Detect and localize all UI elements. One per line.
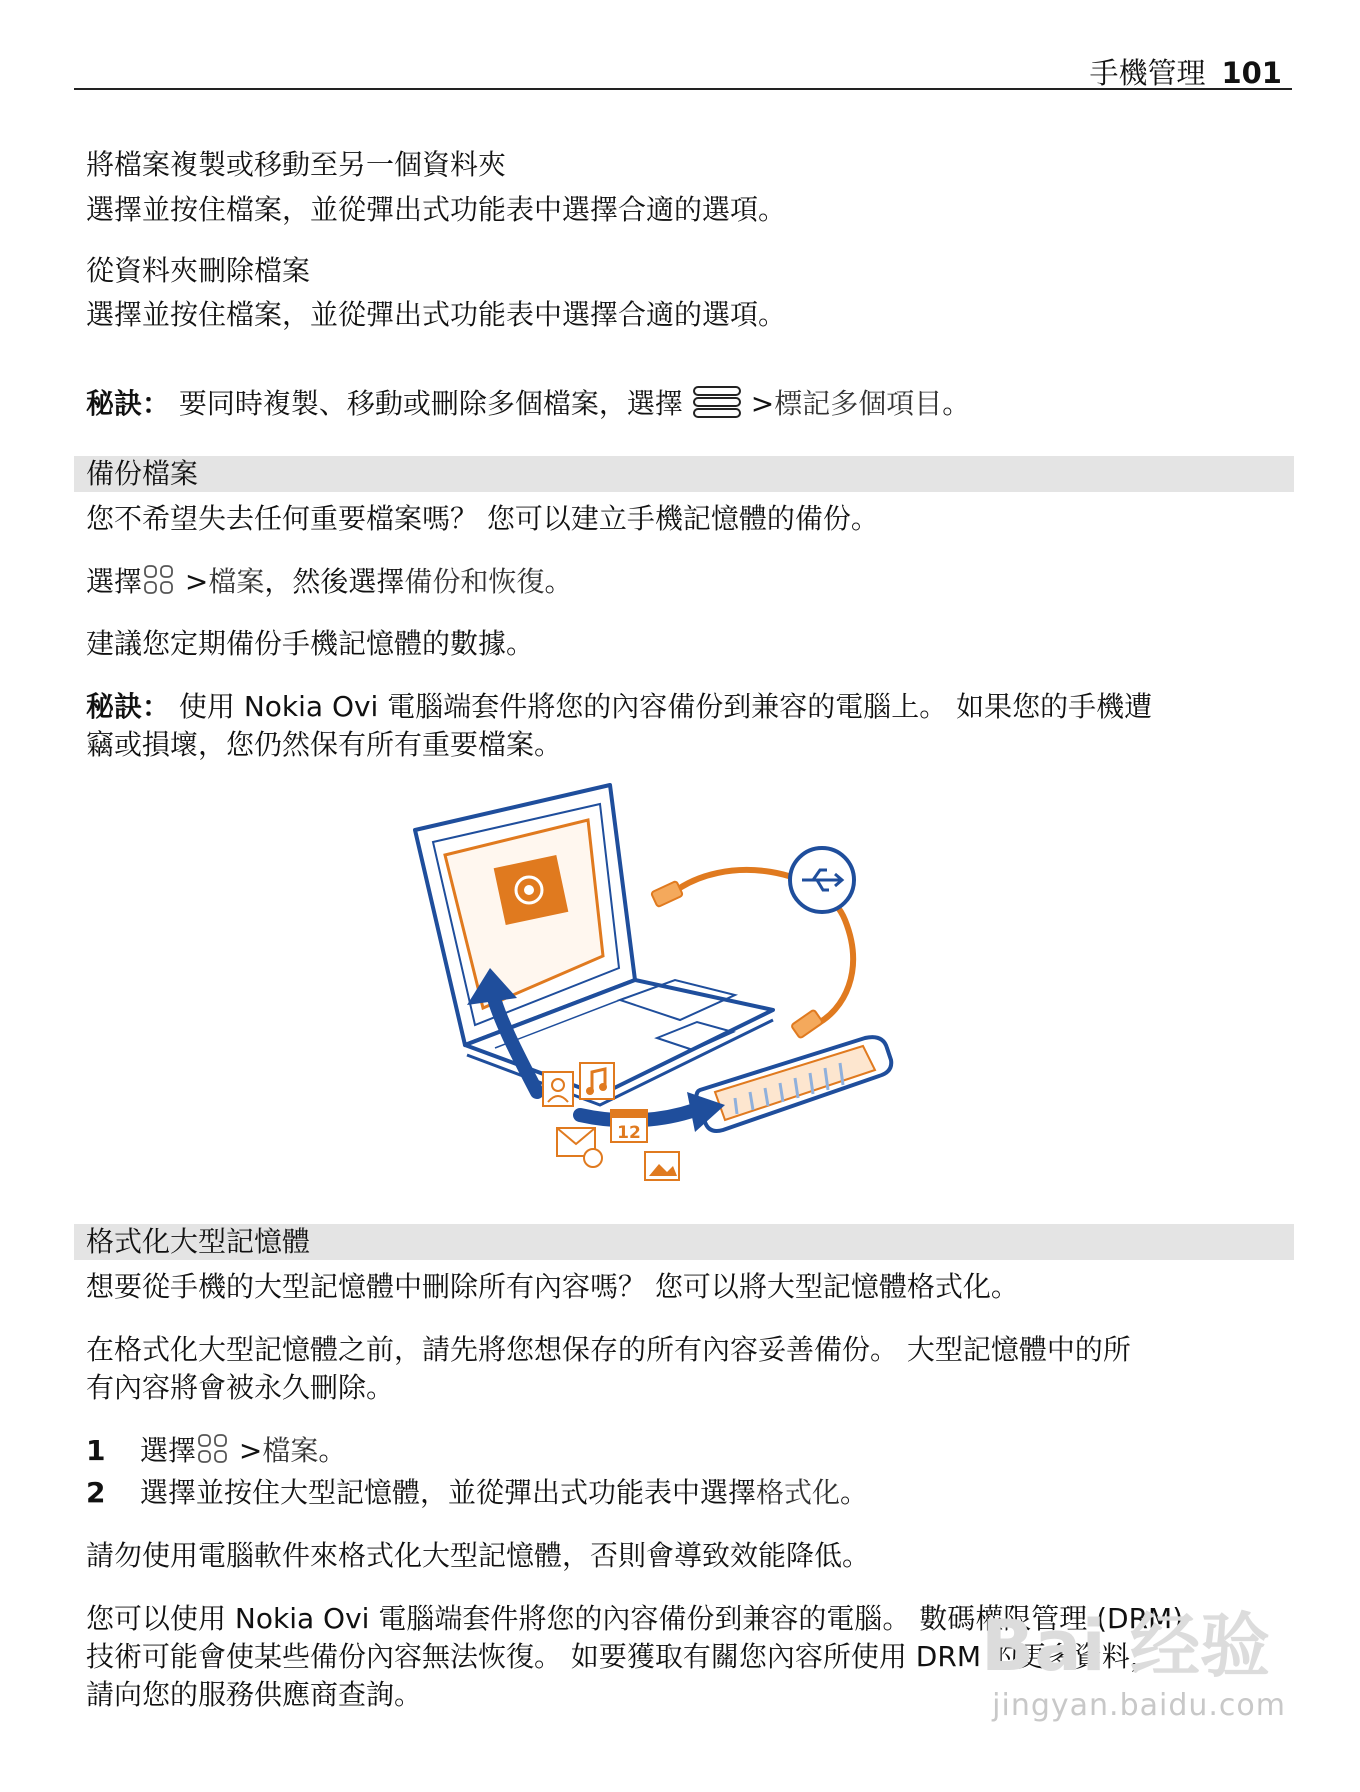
menu-item-files-step: 檔案 — [262, 1434, 319, 1467]
tip-text: 要同時複製、移動或刪除多個檔案，選擇 — [178, 387, 683, 420]
calendar-number: 12 — [617, 1123, 641, 1143]
menu-item-files: 檔案 — [208, 565, 265, 598]
tip-ovi-line1: 使用 Nokia Ovi 電腦端套件將您的內容備份到兼容的電腦上。 如果您的手機遭 — [178, 690, 1153, 723]
backup-illustration — [405, 780, 965, 1190]
menu-item-backup-restore: 備份和恢復 — [404, 565, 545, 598]
drm-note-line1: 您可以使用 Nokia Ovi 電腦端套件將您的內容備份到兼容的電腦。 數碼權限管理 (DRM) — [86, 1602, 1184, 1635]
laptop-illustration — [415, 785, 773, 1105]
drm-note-line3: 請向您的服務供應商查詢。 — [86, 1678, 423, 1711]
backup-select-instruction — [86, 563, 1286, 607]
watermark-url: jingyan.baidu.com — [992, 1688, 1286, 1723]
apps-grid-icon — [142, 563, 176, 607]
select-prefix: 選擇 — [86, 565, 143, 598]
contact-icon — [543, 1072, 573, 1106]
format-caution: 請勿使用電腦軟件來格式化大型記憶體，否則會導致效能降低。 — [86, 1539, 871, 1572]
step-2-prefix: 選擇並按住大型記憶體，並從彈出式功能表中選擇 — [140, 1476, 757, 1509]
select-end: 。 — [544, 565, 573, 598]
step-1 — [140, 1432, 346, 1476]
header-rule — [74, 88, 1292, 90]
select-arrow: > — [184, 565, 209, 598]
menu-icon — [692, 385, 742, 429]
tip-label: 秘訣： — [86, 387, 171, 420]
tip-end: 。 — [942, 387, 971, 420]
tip-multi-select — [86, 385, 1286, 429]
phone-illustration — [696, 1037, 891, 1131]
drm-note-line2: 技術可能會使某些備份內容無法恢復。 如要獲取有關您內容所使用 DRM 的更多資料， — [86, 1640, 1158, 1673]
step-number-2: 2 — [86, 1476, 106, 1509]
format-intro: 想要從手機的大型記憶體中刪除所有內容嗎？ 您可以將大型記憶體格式化。 — [86, 1270, 1019, 1303]
menu-item-format: 格式化 — [756, 1476, 841, 1509]
step-1-prefix: 選擇 — [140, 1434, 197, 1467]
backup-intro: 您不希望失去任何重要檔案嗎？ 您可以建立手機記憶體的備份。 — [86, 502, 879, 535]
format-warning-line1: 在格式化大型記憶體之前，請先將您想保存的所有內容妥善備份。 大型記憶體中的所 — [86, 1333, 1131, 1366]
delete-body: 選擇並按住檔案，並從彈出式功能表中選擇合適的選項。 — [86, 298, 787, 331]
delete-heading: 從資料夾刪除檔案 — [86, 254, 311, 287]
page-header — [1089, 54, 1282, 92]
select-mid: ，然後選擇 — [264, 565, 405, 598]
tip-arrow: > — [750, 387, 775, 420]
section-title-backup: 備份檔案 — [74, 456, 1294, 492]
page-number: 101 — [1221, 56, 1282, 90]
tip-ovi-suite — [86, 688, 1286, 726]
step-1-end: 。 — [318, 1434, 347, 1467]
tip-ovi-line2: 竊或損壞，您仍然保有所有重要檔案。 — [86, 728, 563, 761]
menu-item-mark-multiple: 標記多個項目 — [774, 387, 943, 420]
watermark-logo: Bai 经验 — [981, 1605, 1270, 1687]
header-title: 手機管理 — [1089, 56, 1206, 90]
step-2-end: 。 — [840, 1476, 869, 1509]
format-warning-line2: 有內容將會被永久刪除。 — [86, 1371, 395, 1404]
apps-grid-icon — [196, 1432, 230, 1476]
music-icon — [580, 1063, 614, 1099]
backup-recommendation: 建議您定期備份手機記憶體的數據。 — [86, 627, 535, 660]
tip-label-2: 秘訣： — [86, 690, 171, 723]
step-2 — [140, 1474, 868, 1512]
step-1-arrow: > — [238, 1434, 263, 1467]
step-number-1: 1 — [86, 1434, 106, 1467]
section-title-format: 格式化大型記憶體 — [74, 1224, 1294, 1260]
copy-move-heading: 將檔案複製或移動至另一個資料夾 — [86, 148, 507, 181]
copy-move-body: 選擇並按住檔案，並從彈出式功能表中選擇合適的選項。 — [86, 193, 787, 226]
